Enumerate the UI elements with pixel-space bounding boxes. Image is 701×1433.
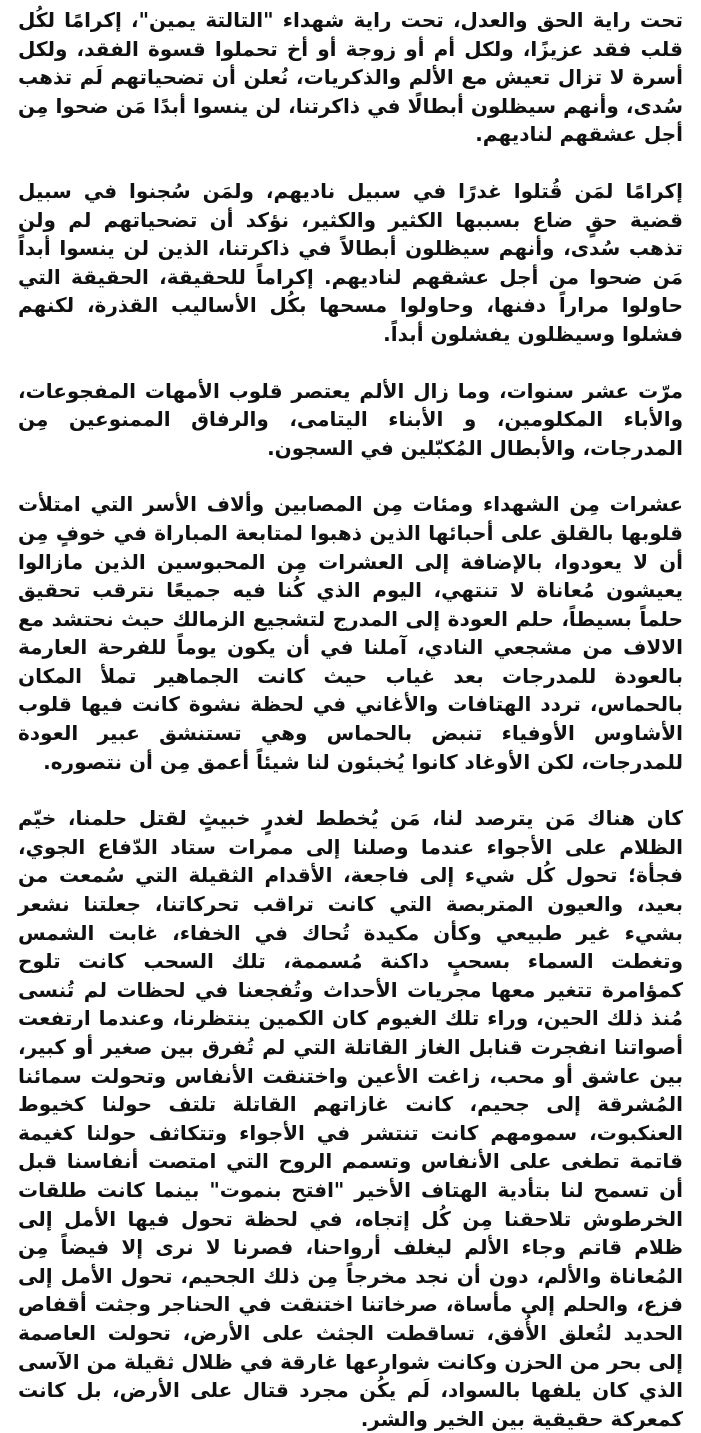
paragraph-3: مرّت عشر سنوات، وما زال الألم يعتصر قلوب الأمهات المفجوعات، والأباء المكلومين، و الأبناء اليتامى، والرفاق الممنوعين مِن المدرجات، والأبطال المُكبّلين في السجون.	[18, 378, 683, 460]
paragraph-2: إكرامًا لمَن قُتلوا غدرًا في سبيل ناديهم، ولمَن سُجنوا في سبيل قضية حقٍ ضاع بسببها الكثير والكثير، نؤكد أن تضحياتهم لم ولن تذهب سُدى، وأنهم سيظلون أبطالاً في ذاكرتنا، الذين لن ينسوا أبداً مَن ضحوا من أجل عشقهم لناديهم. إكراماً للحقيقة، الحقيقة التي حاولوا مراراً دفنها، وحاولوا مسحها بكُل الأساليب القذرة، لكنهم فشلوا وسيظلون يفشلون أبداً.	[18, 178, 683, 346]
paragraph-5: كان هناك مَن يترصد لنا، مَن يُخطط لغدرٍ خبيثٍ لقتل حلمنا، خيّم الظلام على الأجواء عندما وصلنا إلى ممرات ستاد الدّفاع الجوي، فجأة؛ تحول كُل شيء إلى فاجعة، الأقدام الثقيلة التي سُمعت من بعيد، والعيون المتربصة التي كانت تراقب تحركاتنا، جعلتنا نشعر بشيء غير طبيعي وكأن مكيدة تُحاك في الخفاء، غابت الشمس وتغطت السماء بسحبٍ داكنة مُسممة، تلك السحب كانت تلوح كمؤامرة تتغير معها مجريات الأحداث وتُفجعنا في لحظات لم تُنسى مُنذ ذلك الحين، وراء تلك الغيوم كان الكمين ينتظرنا، وعندما ارتفعت أصواتنا انفجرت قنابل الغاز القاتلة التي لم تُفرق بين صغير أو كبير، بين عاشق أو محب، زاغت الأعين واختنقت الأنفاس وتحولت سمائنا المُشرقة إلى جحيم، كانت غازاتهم القاتلة تلتف حولنا كخيوط العنكبوت، سمومهم كانت تنتشر في الأجواء وتتكاثف حولنا كغيمة قاتمة تطغى على الأنفاس وتسمم الروح التي امتصت أنفاسنا قبل أن تسمح لنا بتأدية الهتاف الأخير "افتح بنموت" بينما كانت طلقات الخرطوش تلاحقنا مِن كُل إتجاه، في لحظة تحول فيها الأمل إلى ظلام قاتم وجاء الألم ليغلف أرواحنا، فصرنا لا نرى إلا فيضاً مِن المُعاناة والألم، دون أن نجد مخرجاً مِن ذلك الجحيم، تحول الأمل إلى فزع، والحلم إلى مأساة، صرخاتنا اختنقت في الحناجر وجثت أقفاص الحديد لتُعلق الأُفق، تساقطت الجثث على الأرض، تحولت العاصمة إلى بحر من الحزن وكانت شوارعها غارقة في ظلال ثقيلة من الآسى الذي كان يلفها بالسواد، لَم يكُن مجرد قتال على الأرض، بل كانت كمعركة حقيقية بين الخير والشر.	[18, 806, 683, 1431]
paragraph-4: عشرات مِن الشهداء ومئات مِن المصابين وألاف الأسر التي امتلأت قلوبها بالقلق على أحبائها الذين ذهبوا لمتابعة المباراة في خوفٍ مِن أن لا يعودوا، بالإضافة إلى العشرات مِن المحبوسين الذين مازالوا يعيشون مُعاناة لا تنتهي، اليوم الذي كُنا فيه جميعًا نترقب تحقيق حلماً بسيطاً، حلم العودة إلى المدرج لتشجيع الزمالك حيث نحتشد مع الالاف من مشجعي النادي، آملنا في أن يكون يوماً للفرحة العارمة بالعودة للمدرجات بعد غياب حيث كانت الجماهير تملأ المكان بالحماس، تردد الهتافات والأغاني في لحظة نشوة كانت فيها قلوب الأشاوس الأوفياء تنبض بالحماس وهي تستنشق عبير العودة للمدرجات، لكن الأوغاد كانوا يُخبئون لنا شيئاً أعمق مِن أن نتصوره.	[18, 492, 683, 774]
paragraph-1: تحت راية الحق والعدل، تحت راية شهداء "التالتة يمين"، إكرامًا لكُل قلب فقد عزيزًا، ولكل أم أو زوجة أو أخ تحملوا قسوة الفقد، ولكل أسرة لا تزال تعيش مع الألم والذكريات، نُعلن أن تضحياتهم لَم تذهب سُدى، وأنهم سيظلون أبطالًا في ذاكرتنا، لن ينسوا أبدًا مَن ضحوا مِن أجل عشقهم لناديهم.	[18, 8, 683, 147]
